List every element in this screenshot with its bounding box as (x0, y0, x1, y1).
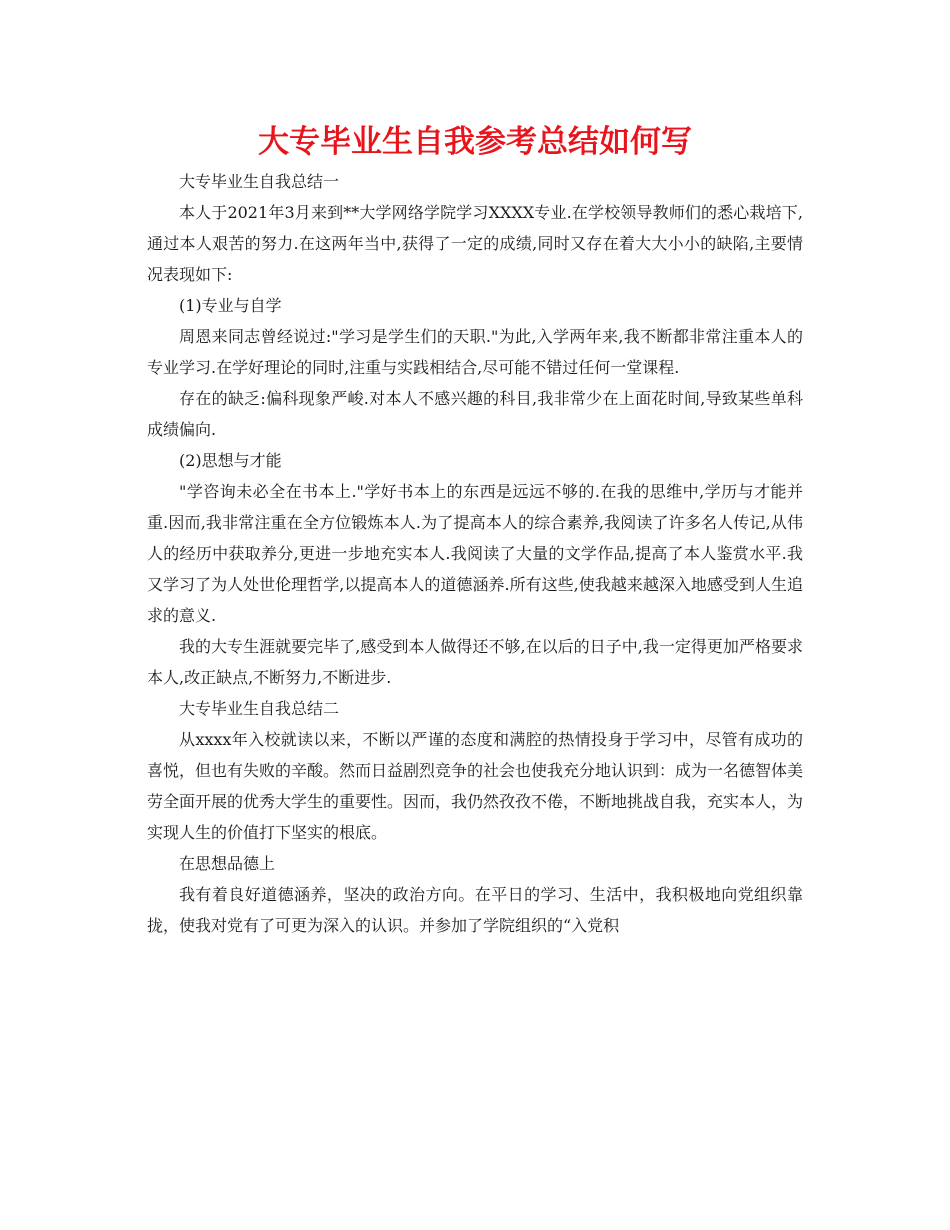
subsection-heading: (2)思想与才能 (179, 451, 282, 470)
document-body (147, 166, 803, 941)
paragraph: 存在的缺乏:偏科现象严峻.对本人不感兴趣的科目,我非常少在上面花时间,导致某些单科成绩偏向. (147, 389, 803, 439)
paragraph: 我的大专生涯就要完毕了,感受到本人做得还不够,在以后的日子中,我一定得更加严格要求本人,改正缺点,不断努力,不断进步. (147, 637, 803, 687)
paragraph: "学咨询未必全在书本上."学好书本上的东西是远远不够的.在我的思维中,学历与才能并重.因而,我非常注重在全方位锻炼本人.为了提高本人的综合素养,我阅读了许多名人传记,从伟人的经历中获取养分,更进一步地充实本人.我阅读了大量的文学作品,提高了本人鉴赏水平.我又学习了为人处世伦理哲学,以提高本人的道德涵养.所有这些,使我越来越深入地感受到人生追求的意义. (147, 482, 803, 625)
section-heading: 大专毕业生自我总结一 (179, 172, 340, 191)
paragraph: 本人于2021年3月来到**大学网络学院学习XXXX专业.在学校领导教师们的悉心栽培下,通过本人艰苦的努力.在这两年当中,获得了一定的成绩,同时又存在着大大小小的缺陷,主要情况表现如下: (147, 203, 803, 284)
subsection-heading: 在思想品德上 (179, 854, 276, 873)
paragraph: 我有着良好道德涵养，坚决的政治方向。在平日的学习、生活中，我积极地向党组织靠拢，使我对党有了可更为深入的认识。并参加了学院组织的“入党积 (147, 885, 803, 935)
section-heading: 大专毕业生自我总结二 (179, 699, 340, 718)
paragraph: 周恩来同志曾经说过:"学习是学生们的天职."为此,入学两年来,我不断都非常注重本人的专业学习.在学好理论的同时,注重与实践相结合,尽可能不错过任何一堂课程. (147, 327, 803, 377)
paragraph: 从xxxx年入校就读以来，不断以严谨的态度和满腔的热情投身于学习中，尽管有成功的喜悦，但也有失败的辛酸。然而日益剧烈竞争的社会也使我充分地认识到：成为一名德智体美劳全面开展的优秀大学生的重要性。因而，我仍然孜孜不倦，不断地挑战自我，充实本人，为实现人生的价值打下坚实的根底。 (147, 730, 804, 842)
subsection-heading: (1)专业与自学 (179, 296, 282, 315)
document-title: 大专毕业生自我参考总结如何写 (258, 124, 692, 160)
